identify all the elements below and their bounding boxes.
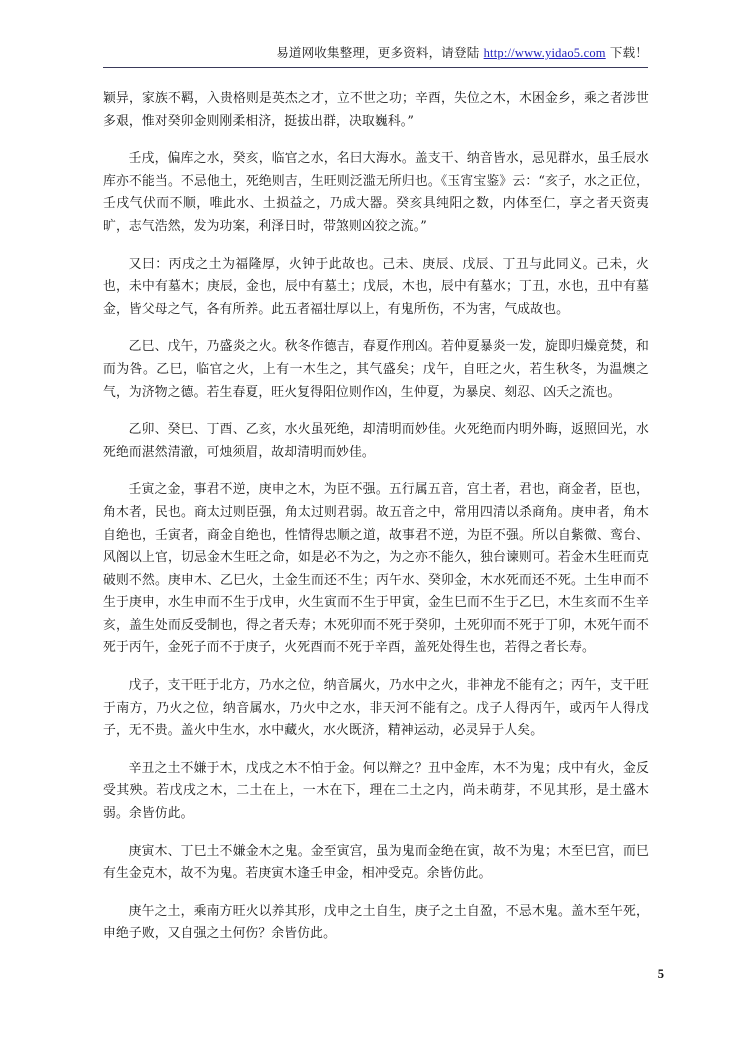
paragraph-4: 乙巳、戊午，乃盛炎之火。秋冬作德吉，春夏作刑凶。若仲夏暴炎一发，旋即归燥竟焚，和而为咎。乙巳，临官之火，上有一木生之，其气盛矣；戊午，自旺之火，若生秋冬，为温燠之气，为济物之德。若生春夏，旺火复得阳位则作凶，生仲夏，为暴戾、刻忍、凶夭之流也。 [103, 339, 649, 400]
page-number: 5 [657, 967, 664, 981]
paragraph-9: 庚寅木、丁巳土不嫌金木之鬼。金至寅宫，虽为鬼而金绝在寅，故不为鬼；木至巳宫，而巳有生金克木，故不为鬼。若庚寅木逢壬申金，相冲受克。余皆仿此。 [103, 843, 649, 882]
paragraph-6: 壬寅之金，事君不逆，庚申之木，为臣不强。五行属五音，宫土者，君也，商金者，臣也，角木者，民也。商太过则臣强，角太过则君弱。故五音之中，常用四清以杀商角。庚申者，角木自绝也，壬寅者，商金自绝也，性情得忠顺之道，故事君不逆，为臣不强。所以自紫微、鸾台、风阁以上官，切忌金木生旺之命，如是必不为之，为之亦不能久，独台谏则可。若金木生旺而克破则不然。庚申木、乙巳火，土金生而还不生；丙午水、癸卯金，木水死而还不死。土生申而不生于庚申，水生申而不生于戊申，火生寅而不生于甲寅，金生巳而不生于乙巳，木生亥而不生辛亥，盖生处而反受制也，得之者夭寿；木死卯而不死于癸卯，土死卯而不死于丁卯，木死午而不死于丙午，金死子而不于庚子，火死酉而不死于辛酉，盖死处得生也，若得之者长寿。 [103, 482, 649, 656]
paragraph-5: 乙卯、癸巳、丁酉、乙亥，水火虽死绝，却清明而妙佳。火死绝而内明外晦，返照回光，水死绝而湛然清澈，可烛须眉，故却清明而妙佳。 [103, 422, 649, 460]
yidao5-website-link[interactable]: http://www.yidao5.com [483, 46, 606, 60]
paragraph-7: 戊子，支干旺于北方，乃水之位，纳音属火，乃水中之火，非神龙不能有之；丙午，支干旺于南方，乃火之位，纳音属水，乃火中之水，非天河不能有之。戊子人得丙午，或丙午人得戊子，无不贵。盖火中生水，水中藏火，水火既济，精神运动，必灵异于人矣。 [103, 678, 649, 739]
paragraph-1: 颖异，家族不羁，入贵格则是英杰之才，立不世之功；辛酉，失位之木，木困金乡，乘之者涉世多艰，惟对癸卯金则刚柔相济，挺拔出群，决取巍科。” [103, 91, 649, 129]
header-divider-rule [103, 67, 648, 68]
header-suffix-text: 下载！ [605, 45, 648, 60]
header-attribution-line [103, 44, 648, 62]
paragraph-8: 辛丑之土不嫌于木，戊戌之木不怕于金。何以辩之？丑中金库，木不为鬼；戌中有火，金反受其殃。若戊戌之木，二土在上，一木在下，理在二土之内，尚未萌芽，不见其形，是土盛木弱。余皆仿此。 [103, 760, 649, 822]
page-header [103, 44, 648, 76]
paragraph-10: 庚午之土，乘南方旺火以养其形，戊申之土自生，庚子之土自盈，不忌木鬼。盖木至午死，申绝子败，又自强之土何伤？余皆仿此。 [103, 903, 649, 942]
header-prefix-text: 易道网收集整理，更多资料，请登陆 [276, 45, 484, 60]
document-body [103, 88, 649, 961]
paragraph-3: 又曰：丙戌之土为福隆厚，火钟于此故也。己未、庚辰、戊辰、丁丑与此同义。己未，火也，未中有墓木；庚辰，金也，辰中有墓土；戊辰，木也，辰中有墓水；丁丑，水也，丑中有墓金，皆父母之气，各有所养。此五者福壮厚以上，有鬼所伤，不为害，气成故也。 [103, 256, 649, 317]
paragraph-2: 壬戌，偏库之水，癸亥，临官之水，名曰大海水。盖支干、纳音皆水，忌见群水，虽壬辰水库亦不能当。不忌他土，死绝则吉，生旺则泛滥无所归也。《玉宵宝鉴》云：“亥子，水之正位，壬戌气伏而不顺，唯此水、土损益之，乃成大器。癸亥具纯阳之数，内体至仁，享之者天资夷旷，志气浩然，发为功案，利泽日时，带煞则凶狡之流。” [103, 151, 649, 234]
